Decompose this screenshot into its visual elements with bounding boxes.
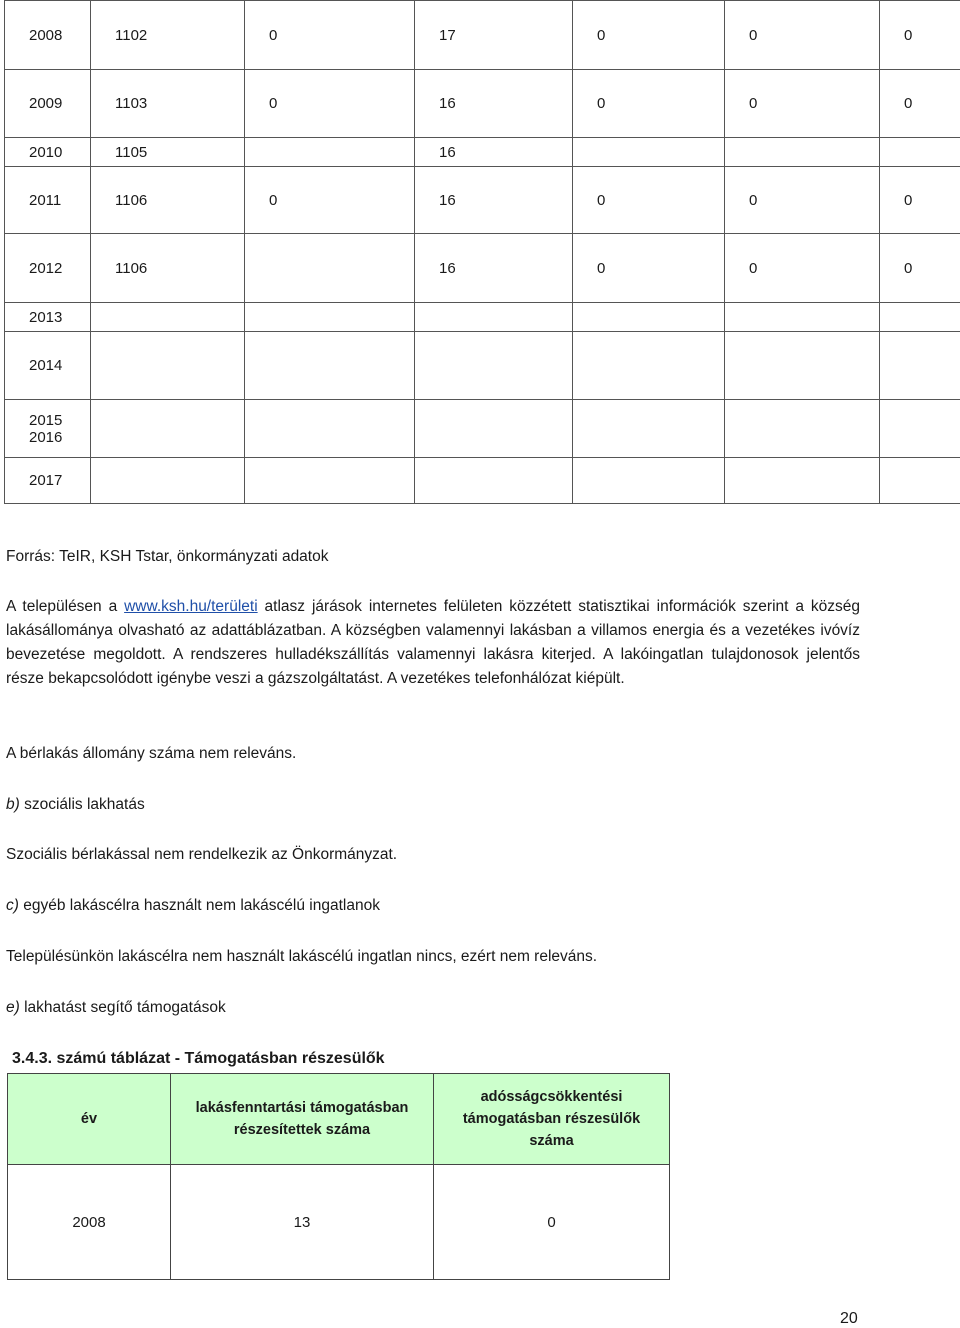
table-cell: 0 <box>573 234 725 303</box>
table-cell: 13 <box>171 1165 434 1280</box>
table-cell <box>725 458 880 504</box>
header-debt-reduction: adósságcsökkentési támogatásban részesülők száma <box>434 1074 670 1165</box>
table-cell <box>91 458 245 504</box>
table-cell: 0 <box>434 1165 670 1280</box>
table-cell: 2010 <box>5 138 91 167</box>
table-cell <box>880 332 960 400</box>
table-row <box>5 138 960 167</box>
table-cell: 0 <box>573 167 725 234</box>
table-cell: 0 <box>725 167 880 234</box>
table-cell <box>245 400 415 458</box>
table-cell <box>880 303 960 332</box>
table-cell: 0 <box>880 70 960 138</box>
table-cell <box>91 332 245 400</box>
rental-note: A bérlakás állomány száma nem releváns. <box>6 745 297 762</box>
table-cell: 16 <box>415 70 573 138</box>
housing-data-table <box>4 0 960 504</box>
table-cell <box>573 138 725 167</box>
table-cell <box>415 400 573 458</box>
paragraph-text-before-link: A településen a <box>6 598 125 615</box>
table-cell: 16 <box>415 167 573 234</box>
table-cell <box>415 303 573 332</box>
table-cell <box>725 400 880 458</box>
table-cell: 17 <box>415 1 573 70</box>
section-c-letter: c) <box>6 897 19 914</box>
table-cell: 2008 <box>8 1165 171 1280</box>
table-cell <box>415 458 573 504</box>
table-cell <box>91 303 245 332</box>
support-table <box>7 1073 670 1280</box>
table-row <box>5 234 960 303</box>
ksh-link[interactable]: www.ksh.hu/területi <box>124 598 258 615</box>
table-cell <box>725 332 880 400</box>
table-cell: 0 <box>573 70 725 138</box>
table-cell: 2014 <box>5 332 91 400</box>
table-row <box>5 70 960 138</box>
table-cell <box>573 400 725 458</box>
table-cell: 0 <box>245 1 415 70</box>
table-cell <box>245 458 415 504</box>
table-row <box>5 400 960 458</box>
table-row <box>5 332 960 400</box>
table-cell <box>245 332 415 400</box>
table-cell: 2012 <box>5 234 91 303</box>
table-cell <box>725 303 880 332</box>
page-number: 20 <box>840 1310 858 1327</box>
table-cell: 0 <box>245 70 415 138</box>
table-cell <box>573 303 725 332</box>
table-cell <box>245 303 415 332</box>
table-cell: 2015 2016 <box>5 400 91 458</box>
section-c-heading <box>6 894 860 918</box>
table-cell: 2011 <box>5 167 91 234</box>
table-cell <box>725 138 880 167</box>
table-cell: 16 <box>415 138 573 167</box>
table-cell: 0 <box>573 1 725 70</box>
table-title: 3.4.3. számú táblázat - Támogatásban részesülők <box>12 1050 385 1067</box>
table-cell: 1105 <box>91 138 245 167</box>
table-cell: 0 <box>725 70 880 138</box>
table-cell <box>245 138 415 167</box>
table-cell <box>415 332 573 400</box>
section-b-text: Szociális bérlakással nem rendelkezik az Önkormányzat. <box>6 846 398 863</box>
table-cell: 2009 <box>5 70 91 138</box>
section-e-letter: e) <box>6 999 20 1016</box>
section-e-title: lakhatást segítő támogatások <box>19 999 226 1016</box>
table-cell: 0 <box>880 234 960 303</box>
table-cell: 1106 <box>91 234 245 303</box>
table-row <box>5 458 960 504</box>
table-cell: 0 <box>880 1 960 70</box>
section-e-heading <box>6 996 860 1020</box>
table-cell <box>880 458 960 504</box>
table-cell <box>245 234 415 303</box>
table-row <box>8 1165 670 1280</box>
paragraph-text-after-link: atlasz járások internetes felületen közzétett statisztikai információk szerint a község lakásállománya olvasható az adattáblázatban. A községben valamennyi lakásban a villamos energia és a vezetékes ivóvíz bevezetése megoldott. A rendszeres hulladékszállítás valamennyi lakásra kiterjed. A lakóingatlan tulajdonosok jelentős része bekapcsolódott igénybe veszi a gázszolgáltatást. A vezetékes telefonhálózat kiépült. <box>6 598 860 687</box>
table-cell: 0 <box>245 167 415 234</box>
table-row <box>5 1 960 70</box>
table-cell: 2013 <box>5 303 91 332</box>
table-cell: 1103 <box>91 70 245 138</box>
housing-paragraph <box>6 595 860 691</box>
header-year: év <box>8 1074 171 1165</box>
section-c-title: egyéb lakáscélra használt nem lakáscélú ingatlanok <box>18 897 380 914</box>
table-cell: 1102 <box>91 1 245 70</box>
section-c-text: Településünkön lakáscélra nem használt lakáscélú ingatlan nincs, ezért nem releváns. <box>6 948 598 965</box>
section-b-title: szociális lakhatás <box>19 796 145 813</box>
table-row <box>5 303 960 332</box>
table-cell <box>91 400 245 458</box>
source-note: Forrás: TeIR, KSH Tstar, önkormányzati adatok <box>6 548 329 565</box>
table-cell: 0 <box>880 167 960 234</box>
table-cell: 2017 <box>5 458 91 504</box>
table-row <box>5 167 960 234</box>
table-cell: 16 <box>415 234 573 303</box>
table-cell <box>573 332 725 400</box>
table-cell: 0 <box>725 1 880 70</box>
header-housing-support: lakásfenntartási támogatásban részesítettek száma <box>171 1074 434 1165</box>
table-cell <box>880 138 960 167</box>
section-b-letter: b) <box>6 796 20 813</box>
table-cell: 0 <box>725 234 880 303</box>
table-cell <box>880 400 960 458</box>
section-b-heading <box>6 793 860 817</box>
table-cell: 1106 <box>91 167 245 234</box>
table-cell: 2008 <box>5 1 91 70</box>
table-cell <box>573 458 725 504</box>
